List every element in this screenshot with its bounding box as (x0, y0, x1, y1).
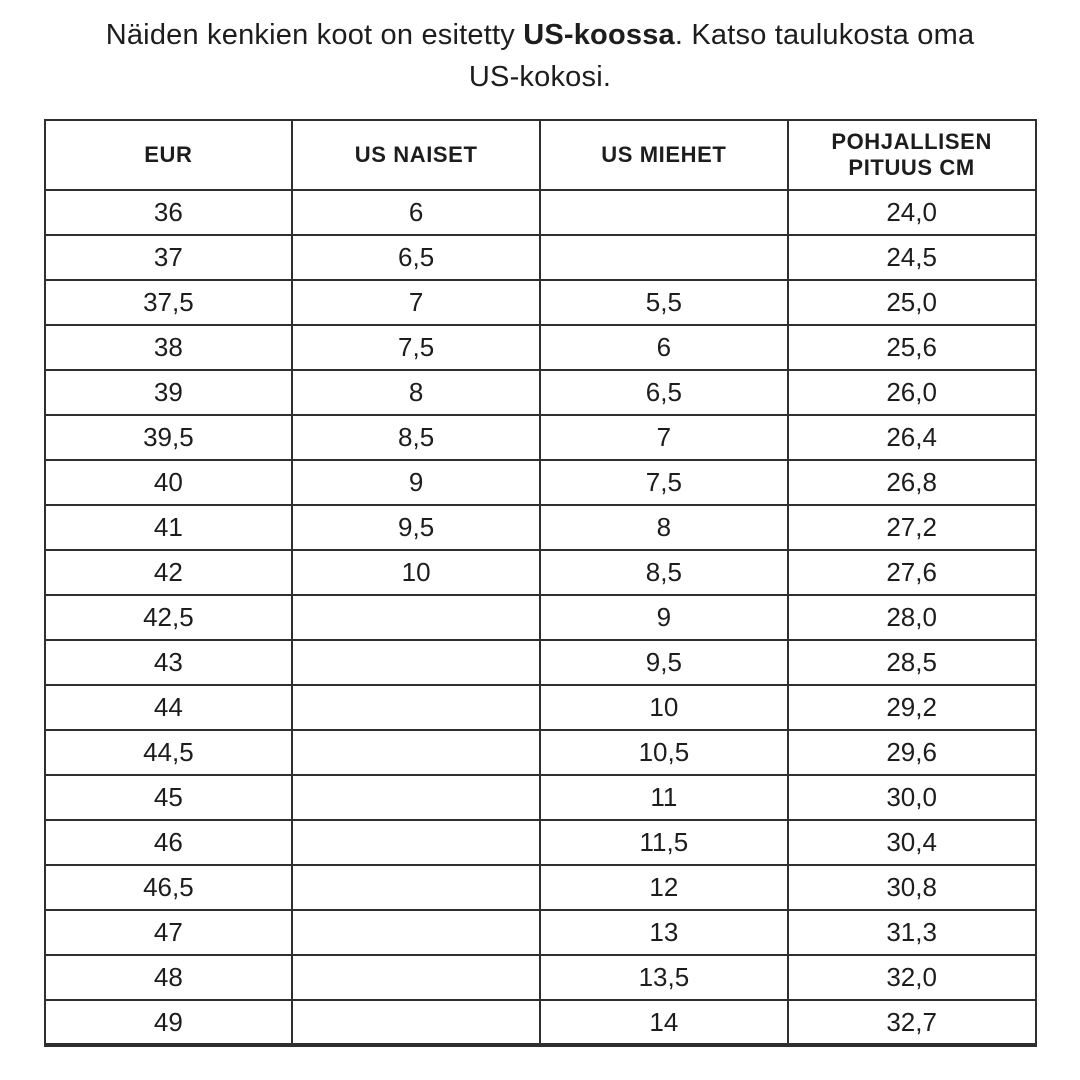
table-cell: 41 (45, 505, 293, 550)
table-row (45, 370, 1036, 415)
table-cell: 26,4 (788, 415, 1036, 460)
table-cell (292, 730, 540, 775)
column-header-us-miehet: US MIEHET (540, 120, 788, 190)
column-header-eur: EUR (45, 120, 293, 190)
table-row (45, 730, 1036, 775)
table-cell: 32,7 (788, 1000, 1036, 1045)
intro-text-part1: Näiden kenkien koot on esitetty (105, 19, 524, 51)
table-row (45, 685, 1036, 730)
table-cell: 9 (292, 460, 540, 505)
table-cell: 11 (540, 775, 788, 820)
table-cell: 47 (45, 910, 293, 955)
table-cell: 36 (45, 190, 293, 235)
table-cell: 44 (45, 685, 293, 730)
table-cell: 7,5 (540, 460, 788, 505)
table-cell: 25,6 (788, 325, 1036, 370)
table-cell (292, 820, 540, 865)
table-cell: 32,0 (788, 955, 1036, 1000)
table-cell (292, 910, 540, 955)
table-cell: 24,0 (788, 190, 1036, 235)
table-cell: 40 (45, 460, 293, 505)
table-row (45, 505, 1036, 550)
table-cell: 26,0 (788, 370, 1036, 415)
table-row (45, 280, 1036, 325)
table-cell: 7 (540, 415, 788, 460)
table-cell: 39,5 (45, 415, 293, 460)
table-cell: 10 (292, 550, 540, 595)
table-cell: 30,4 (788, 820, 1036, 865)
table-cell: 30,8 (788, 865, 1036, 910)
table-row (45, 415, 1036, 460)
table-cell (292, 1000, 540, 1045)
table-cell: 29,2 (788, 685, 1036, 730)
table-row (45, 775, 1036, 820)
table-row (45, 1000, 1036, 1045)
table-cell: 10 (540, 685, 788, 730)
table-row (45, 550, 1036, 595)
table-cell: 38 (45, 325, 293, 370)
table-cell (540, 235, 788, 280)
table-cell: 6,5 (540, 370, 788, 415)
table-row (45, 325, 1036, 370)
intro-text (80, 0, 1000, 98)
table-cell: 37 (45, 235, 293, 280)
table-cell (540, 190, 788, 235)
table-cell: 31,3 (788, 910, 1036, 955)
table-cell: 46,5 (45, 865, 293, 910)
intro-text-bold: US-koossa (523, 19, 675, 51)
table-cell: 6,5 (292, 235, 540, 280)
table-row (45, 460, 1036, 505)
table-cell (292, 955, 540, 1000)
table-cell: 46 (45, 820, 293, 865)
table-cell: 12 (540, 865, 788, 910)
column-header-pohjallisen-pituus-cm: POHJALLISEN PITUUS CM (788, 120, 1036, 190)
table-row (45, 235, 1036, 280)
table-row (45, 595, 1036, 640)
table-cell: 8,5 (292, 415, 540, 460)
table-cell: 28,0 (788, 595, 1036, 640)
table-cell: 7 (292, 280, 540, 325)
intro-text-part2: . Katso taulukosta oma US-kokosi. (468, 19, 975, 94)
table-cell: 9,5 (292, 505, 540, 550)
table-cell: 8 (292, 370, 540, 415)
table-cell (292, 595, 540, 640)
table-cell: 14 (540, 1000, 788, 1045)
table-cell: 6 (540, 325, 788, 370)
header-row (45, 120, 1036, 190)
table-cell: 44,5 (45, 730, 293, 775)
table-cell: 9 (540, 595, 788, 640)
table-cell: 8,5 (540, 550, 788, 595)
table-cell (292, 685, 540, 730)
table-cell: 25,0 (788, 280, 1036, 325)
table-row (45, 640, 1036, 685)
size-table-body (45, 190, 1036, 1045)
table-cell: 13,5 (540, 955, 788, 1000)
table-cell: 24,5 (788, 235, 1036, 280)
size-table-head (45, 120, 1036, 190)
table-cell: 37,5 (45, 280, 293, 325)
table-cell: 30,0 (788, 775, 1036, 820)
table-cell: 11,5 (540, 820, 788, 865)
table-cell: 26,8 (788, 460, 1036, 505)
table-cell: 39 (45, 370, 293, 415)
table-cell: 9,5 (540, 640, 788, 685)
table-row (45, 955, 1036, 1000)
table-cell: 6 (292, 190, 540, 235)
table-cell (292, 640, 540, 685)
table-cell: 27,6 (788, 550, 1036, 595)
table-row (45, 190, 1036, 235)
table-cell: 48 (45, 955, 293, 1000)
table-cell: 27,2 (788, 505, 1036, 550)
table-cell: 13 (540, 910, 788, 955)
table-cell: 45 (45, 775, 293, 820)
table-cell: 42 (45, 550, 293, 595)
table-cell: 42,5 (45, 595, 293, 640)
table-cell: 43 (45, 640, 293, 685)
column-header-us-naiset: US NAISET (292, 120, 540, 190)
table-row (45, 910, 1036, 955)
table-cell (292, 775, 540, 820)
table-cell: 28,5 (788, 640, 1036, 685)
table-cell: 8 (540, 505, 788, 550)
size-conversion-table (44, 119, 1037, 1047)
table-cell: 29,6 (788, 730, 1036, 775)
table-row (45, 865, 1036, 910)
table-row (45, 820, 1036, 865)
table-cell: 49 (45, 1000, 293, 1045)
table-cell: 10,5 (540, 730, 788, 775)
table-cell (292, 865, 540, 910)
table-cell: 5,5 (540, 280, 788, 325)
table-cell: 7,5 (292, 325, 540, 370)
